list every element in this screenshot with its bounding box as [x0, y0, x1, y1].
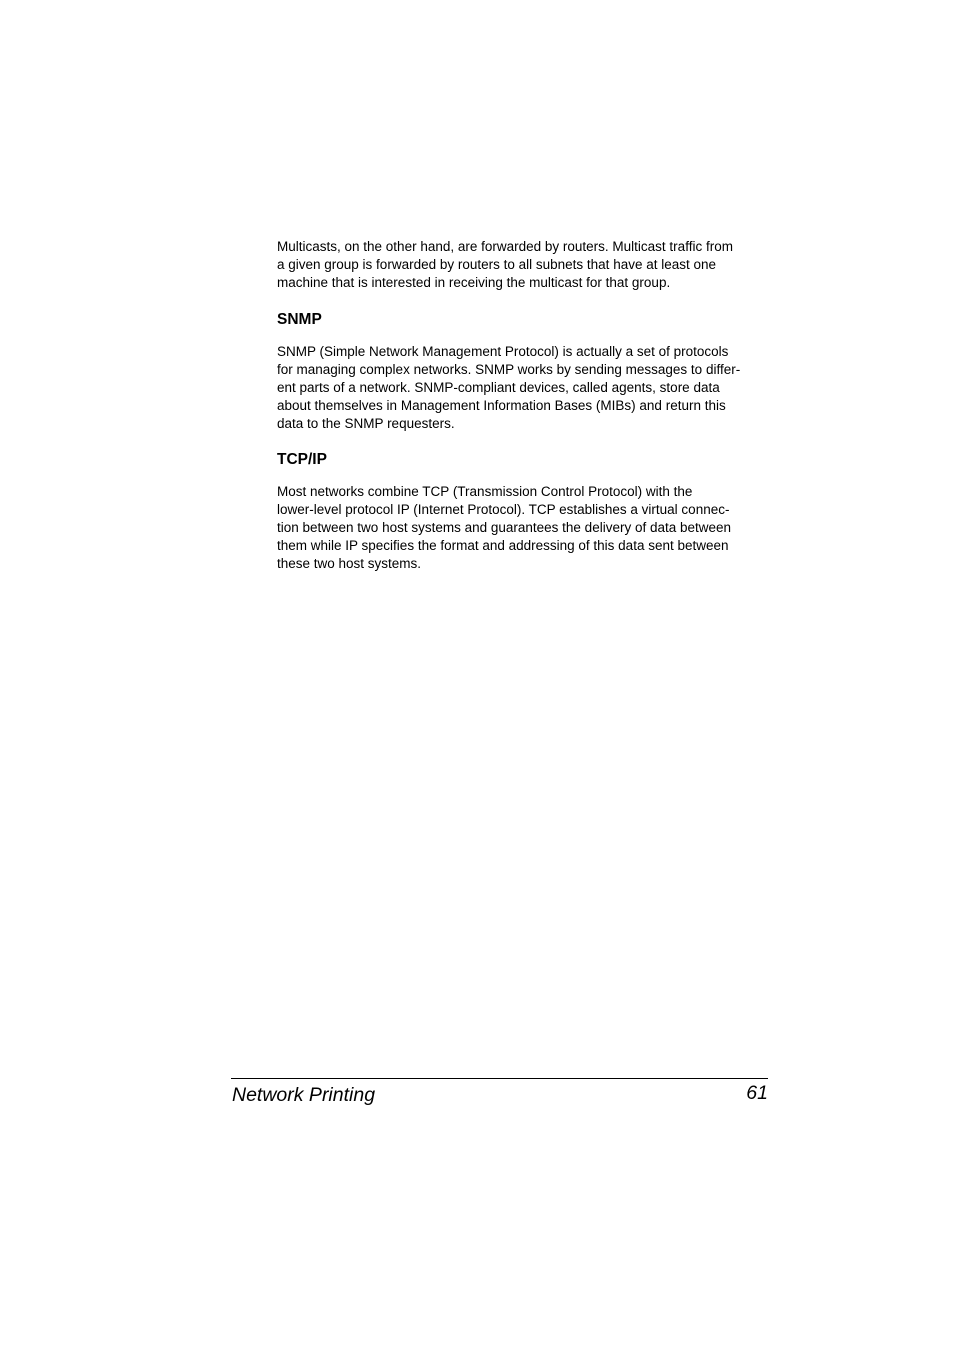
text-line: ent parts of a network. SNMP-compliant devices, called agents, store data — [277, 379, 720, 395]
text-line: machine that is interested in receiving the multicast for that group. — [277, 274, 671, 290]
text-line: Most networks combine TCP (Transmission Control Protocol) with the — [277, 484, 693, 500]
page-number: 61 — [746, 1082, 768, 1104]
tcpip-paragraph — [277, 483, 772, 572]
text-line: lower-level protocol IP (Internet Protocol). TCP establishes a virtual connec- — [277, 502, 730, 518]
text-line: these two host systems. — [277, 555, 422, 571]
text-line: them while IP specifies the format and addressing of this data sent between — [277, 537, 729, 553]
footer-title: Network Printing — [232, 1084, 376, 1106]
page-footer — [231, 1078, 768, 1109]
page-content — [277, 238, 772, 572]
text-line: a given group is forwarded by routers to all subnets that have at least one — [277, 256, 717, 272]
snmp-paragraph — [277, 343, 772, 432]
text-line: Multicasts, on the other hand, are forwarded by routers. Multicast traffic from — [277, 239, 733, 254]
snmp-heading: SNMP — [277, 311, 322, 329]
intro-paragraph — [277, 238, 772, 291]
tcpip-heading: TCP/IP — [277, 451, 327, 469]
text-line: for managing complex networks. SNMP works by sending messages to differ- — [277, 362, 741, 378]
text-line: tion between two host systems and guarantees the delivery of data between — [277, 519, 732, 535]
text-line: about themselves in Management Information Bases (MIBs) and return this — [277, 397, 726, 413]
text-line: SNMP (Simple Network Management Protocol) is actually a set of protocols — [277, 344, 729, 360]
text-line: data to the SNMP requesters. — [277, 415, 455, 431]
